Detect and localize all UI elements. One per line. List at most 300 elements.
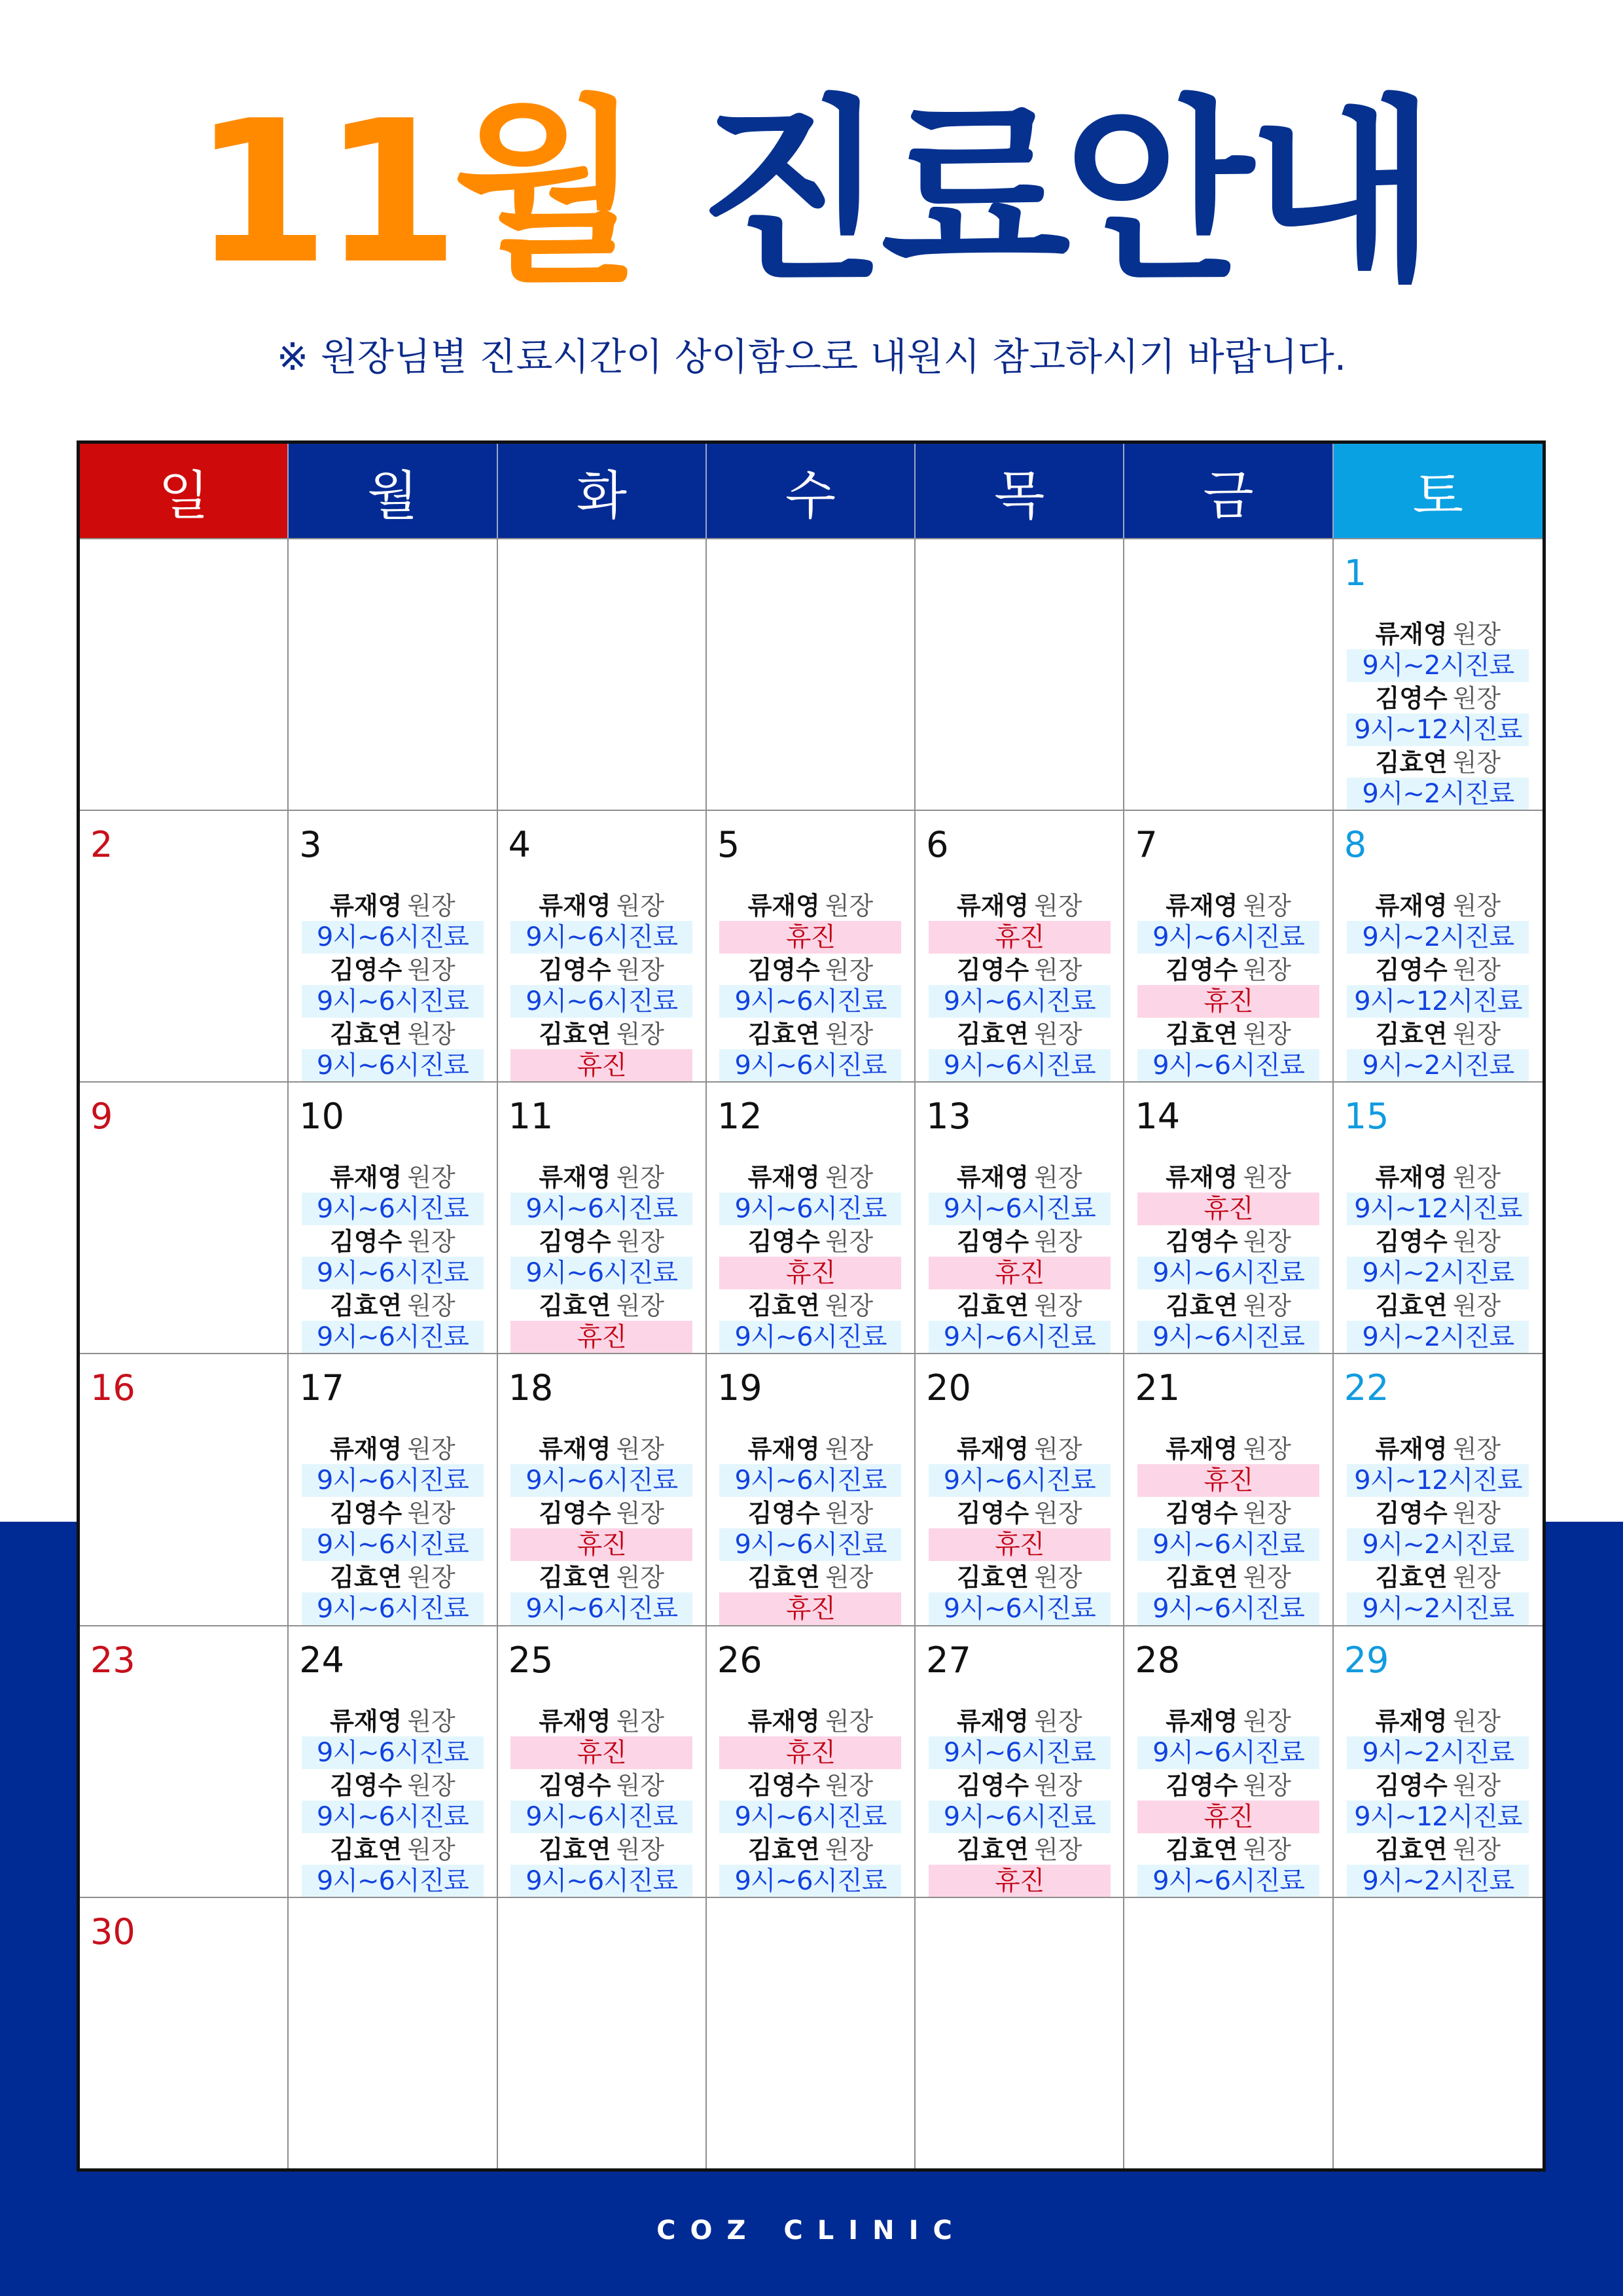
- office-hours-badge: 9시~2시진료: [1347, 1257, 1529, 1289]
- doctor-label: [1376, 1019, 1501, 1049]
- day-number: 19: [717, 1367, 762, 1409]
- office-hours-badge: 9시~6시진료: [510, 921, 692, 954]
- doctor-role: 원장: [825, 1499, 874, 1528]
- doctor-label: [1166, 1770, 1291, 1801]
- doctor-name: 김영수: [1166, 1770, 1238, 1800]
- day-number: 23: [90, 1639, 135, 1681]
- doctor-name: 류재영: [1375, 891, 1448, 921]
- doctor-schedule-list: [1334, 1162, 1543, 1353]
- day-number: 10: [299, 1096, 344, 1138]
- doctor-label: [957, 1162, 1082, 1193]
- doctor-role: 원장: [407, 1163, 455, 1193]
- doctor-role: 원장: [1243, 1770, 1291, 1800]
- doctor-name: 류재영: [1166, 891, 1238, 921]
- day-number: 14: [1135, 1096, 1181, 1138]
- office-hours-badge: 9시~6시진료: [302, 1193, 484, 1225]
- calendar-day-cell: [80, 810, 289, 1081]
- doctor-role: 원장: [1034, 1435, 1082, 1464]
- doctor-name: 김영수: [330, 1227, 402, 1257]
- doctor-role: 원장: [825, 956, 874, 985]
- doctor-name: 류재영: [747, 1435, 820, 1464]
- doctor-schedule-list: [289, 1434, 496, 1624]
- doctor-label: [748, 1019, 874, 1049]
- doctor-role: 원장: [616, 1163, 664, 1193]
- doctor-role: 원장: [407, 891, 455, 921]
- doctor-role: 원장: [407, 956, 455, 985]
- doctor-name: 류재영: [330, 1706, 402, 1736]
- day-number: 22: [1344, 1367, 1389, 1409]
- doctor-label: [330, 1706, 455, 1736]
- doctor-role: 원장: [1452, 1835, 1501, 1864]
- doctor-schedule-list: [1124, 1434, 1332, 1624]
- calendar-day-cell: [916, 810, 1124, 1081]
- doctor-name: 김효연: [747, 1563, 820, 1592]
- calendar-day-cell: [707, 1625, 916, 1897]
- day-number: 24: [299, 1639, 344, 1681]
- office-hours-badge: 9시~12시진료: [1347, 1193, 1529, 1225]
- title-month: 11월: [192, 79, 636, 307]
- office-hours-badge: 9시~6시진료: [929, 1736, 1111, 1769]
- doctor-label: [539, 1162, 664, 1193]
- doctor-role: 원장: [407, 1499, 455, 1528]
- doctor-label: [957, 955, 1082, 985]
- office-hours-badge: 9시~12시진료: [1347, 1801, 1529, 1833]
- doctor-name: 류재영: [330, 1163, 402, 1193]
- doctor-role: 원장: [616, 1835, 664, 1864]
- calendar-day-cell: [80, 1625, 289, 1897]
- doctor-role: 원장: [407, 1706, 455, 1736]
- office-hours-badge: 9시~6시진료: [1137, 1257, 1319, 1289]
- doctor-label: [330, 1291, 455, 1321]
- day-number: 2: [90, 824, 113, 866]
- doctor-label: [330, 1019, 455, 1049]
- office-hours-badge: 9시~6시진료: [719, 985, 901, 1018]
- doctor-label: [1376, 891, 1501, 921]
- doctor-role: 원장: [1243, 1706, 1291, 1736]
- doctor-role: 원장: [1243, 956, 1291, 985]
- doctor-label: [330, 1770, 455, 1801]
- office-hours-badge: 9시~6시진료: [510, 1464, 692, 1497]
- office-hours-badge: 9시~6시진료: [929, 1801, 1111, 1833]
- doctor-schedule-list: [498, 891, 705, 1081]
- doctor-label: [539, 1498, 664, 1528]
- doctor-label: [1166, 1291, 1291, 1321]
- doctor-role: 원장: [825, 1163, 874, 1193]
- calendar-day-cell: [80, 1081, 289, 1353]
- closed-badge: 휴진: [719, 1592, 901, 1624]
- calendar-day-cell: [289, 1897, 497, 2168]
- page-title: [0, 79, 1623, 307]
- doctor-name: 김효연: [957, 1291, 1029, 1321]
- office-hours-badge: 9시~6시진료: [1137, 1049, 1319, 1081]
- office-hours-badge: 9시~6시진료: [1137, 921, 1319, 954]
- office-hours-badge: 9시~6시진료: [719, 1464, 901, 1497]
- office-hours-badge: 9시~6시진료: [302, 1049, 484, 1081]
- doctor-schedule-list: [498, 1434, 705, 1624]
- day-number: 8: [1344, 824, 1367, 866]
- doctor-schedule-list: [916, 891, 1123, 1081]
- closed-badge: 휴진: [1137, 985, 1319, 1018]
- doctor-label: [1166, 1706, 1291, 1736]
- calendar-day-cell: [1334, 1625, 1543, 1897]
- office-hours-badge: 9시~2시진료: [1347, 778, 1529, 810]
- doctor-name: 류재영: [747, 1163, 820, 1193]
- doctor-name: 류재영: [957, 891, 1029, 921]
- closed-badge: 휴진: [510, 1736, 692, 1769]
- calendar-day-cell: [1124, 1081, 1333, 1353]
- doctor-label: [748, 1562, 874, 1592]
- doctor-name: 류재영: [1166, 1706, 1238, 1736]
- doctor-role: 원장: [407, 1770, 455, 1800]
- closed-badge: 휴진: [719, 921, 901, 954]
- doctor-name: 류재영: [1375, 1435, 1448, 1464]
- doctor-label: [1166, 1498, 1291, 1528]
- title-main: 진료안내: [698, 79, 1431, 307]
- doctor-name: 김효연: [1375, 1563, 1448, 1592]
- office-hours-badge: 9시~6시진료: [510, 1592, 692, 1624]
- office-hours-badge: 9시~2시진료: [1347, 1321, 1529, 1353]
- doctor-name: 김효연: [1166, 1291, 1238, 1321]
- calendar-day-cell: [707, 538, 916, 810]
- doctor-role: 원장: [825, 891, 874, 921]
- doctor-role: 원장: [1452, 748, 1501, 777]
- weekday-header-sun: 일: [80, 444, 289, 538]
- schedule-calendar: [77, 440, 1546, 2172]
- office-hours-badge: 9시~6시진료: [929, 1592, 1111, 1624]
- doctor-name: 김효연: [1375, 1291, 1448, 1321]
- doctor-schedule-list: [916, 1706, 1123, 1897]
- doctor-name: 김영수: [1375, 1227, 1448, 1257]
- doctor-role: 원장: [616, 1435, 664, 1464]
- doctor-name: 김영수: [330, 1499, 402, 1528]
- doctor-name: 김효연: [539, 1835, 611, 1864]
- doctor-name: 김영수: [1166, 1499, 1238, 1528]
- doctor-role: 원장: [825, 1706, 874, 1736]
- doctor-name: 김효연: [1375, 1835, 1448, 1864]
- doctor-name: 김효연: [957, 1563, 1029, 1592]
- closed-badge: 휴진: [1137, 1193, 1319, 1225]
- doctor-schedule-list: [1124, 1706, 1332, 1897]
- doctor-label: [748, 1835, 874, 1865]
- doctor-label: [1166, 955, 1291, 985]
- doctor-schedule-list: [916, 1434, 1123, 1624]
- doctor-label: [1166, 891, 1291, 921]
- office-hours-badge: 9시~6시진료: [929, 1464, 1111, 1497]
- doctor-role: 원장: [1243, 891, 1291, 921]
- doctor-role: 원장: [407, 1020, 455, 1049]
- doctor-role: 원장: [825, 1020, 874, 1049]
- doctor-label: [748, 1162, 874, 1193]
- calendar-day-cell: [1334, 538, 1543, 810]
- doctor-role: 원장: [1452, 1706, 1501, 1736]
- day-number: 12: [717, 1096, 762, 1138]
- doctor-schedule-list: [1334, 1706, 1543, 1897]
- day-number: 4: [508, 824, 531, 866]
- weekday-header-sat: 토: [1334, 444, 1543, 538]
- day-number: 21: [1135, 1367, 1181, 1409]
- day-number: 27: [926, 1639, 971, 1681]
- doctor-name: 김효연: [539, 1020, 611, 1049]
- doctor-label: [539, 891, 664, 921]
- office-hours-badge: 9시~6시진료: [929, 1321, 1111, 1353]
- doctor-label: [539, 1227, 664, 1257]
- doctor-name: 류재영: [1166, 1435, 1238, 1464]
- doctor-label: [1376, 1835, 1501, 1865]
- doctor-label: [748, 1498, 874, 1528]
- day-number: 29: [1344, 1639, 1389, 1681]
- calendar-day-cell: [80, 1897, 289, 2168]
- doctor-schedule-list: [1334, 1434, 1543, 1624]
- office-hours-badge: 9시~6시진료: [929, 985, 1111, 1018]
- calendar-day-cell: [1334, 1353, 1543, 1624]
- office-hours-badge: 9시~6시진료: [302, 1592, 484, 1624]
- doctor-label: [748, 1227, 874, 1257]
- calendar-day-cell: [707, 1353, 916, 1624]
- doctor-role: 원장: [616, 1227, 664, 1257]
- doctor-name: 김효연: [1375, 748, 1448, 777]
- doctor-role: 원장: [1452, 620, 1501, 649]
- doctor-name: 김영수: [539, 956, 611, 985]
- closed-badge: 휴진: [1137, 1801, 1319, 1833]
- doctor-label: [539, 1562, 664, 1592]
- weekday-header-tue: 화: [498, 444, 707, 538]
- day-number: 28: [1135, 1639, 1181, 1681]
- doctor-name: 류재영: [747, 1706, 820, 1736]
- calendar-day-cell: [80, 538, 289, 810]
- closed-badge: 휴진: [719, 1257, 901, 1289]
- doctor-label: [1376, 955, 1501, 985]
- calendar-day-cell: [289, 1625, 497, 1897]
- doctor-role: 원장: [1034, 1291, 1082, 1321]
- day-number: 30: [90, 1910, 135, 1952]
- clinic-brand: COZ CLINIC: [656, 2215, 967, 2246]
- day-number: 16: [90, 1367, 135, 1409]
- doctor-role: 원장: [616, 956, 664, 985]
- doctor-label: [1166, 1434, 1291, 1464]
- office-hours-badge: 9시~6시진료: [719, 1865, 901, 1897]
- office-hours-badge: 9시~6시진료: [302, 1865, 484, 1897]
- doctor-name: 류재영: [957, 1706, 1029, 1736]
- doctor-label: [1376, 1291, 1501, 1321]
- doctor-label: [957, 1562, 1082, 1592]
- doctor-name: 김영수: [957, 1499, 1029, 1528]
- calendar-day-cell: [1124, 538, 1333, 810]
- office-hours-badge: 9시~2시진료: [1347, 1528, 1529, 1561]
- doctor-name: 김영수: [957, 1227, 1029, 1257]
- weekday-header-fri: 금: [1124, 444, 1333, 538]
- calendar-day-cell: [707, 810, 916, 1081]
- doctor-name: 김효연: [1375, 1020, 1448, 1049]
- doctor-role: 원장: [616, 891, 664, 921]
- doctor-role: 원장: [1243, 1020, 1291, 1049]
- calendar-day-cell: [289, 538, 497, 810]
- calendar-day-cell: [707, 1081, 916, 1353]
- doctor-role: 원장: [616, 1499, 664, 1528]
- doctor-schedule-list: [1334, 619, 1543, 810]
- day-number: 17: [299, 1367, 344, 1409]
- doctor-role: 원장: [1452, 1163, 1501, 1193]
- doctor-role: 원장: [1034, 1227, 1082, 1257]
- doctor-schedule-list: [916, 1162, 1123, 1353]
- calendar-day-cell: [1124, 810, 1333, 1081]
- day-number: 18: [508, 1367, 554, 1409]
- doctor-schedule-list: [289, 891, 496, 1081]
- office-hours-badge: 9시~6시진료: [302, 1736, 484, 1769]
- doctor-name: 김영수: [539, 1770, 611, 1800]
- doctor-name: 김영수: [747, 956, 820, 985]
- doctor-name: 김영수: [1375, 956, 1448, 985]
- doctor-role: 원장: [825, 1291, 874, 1321]
- office-hours-badge: 9시~6시진료: [929, 1193, 1111, 1225]
- calendar-day-cell: [498, 1897, 707, 2168]
- doctor-name: 김영수: [330, 956, 402, 985]
- doctor-role: 원장: [1452, 956, 1501, 985]
- doctor-role: 원장: [1034, 1563, 1082, 1592]
- calendar-day-cell: [80, 1353, 289, 1624]
- doctor-label: [957, 1291, 1082, 1321]
- doctor-name: 류재영: [539, 1163, 611, 1193]
- doctor-label: [330, 1835, 455, 1865]
- calendar-day-cell: [498, 1353, 707, 1624]
- doctor-role: 원장: [1452, 684, 1501, 713]
- doctor-schedule-list: [707, 1706, 914, 1897]
- doctor-name: 김효연: [539, 1291, 611, 1321]
- office-hours-badge: 9시~6시진료: [302, 1321, 484, 1353]
- office-hours-badge: 9시~2시진료: [1347, 1049, 1529, 1081]
- doctor-label: [539, 1019, 664, 1049]
- doctor-name: 김영수: [1375, 1499, 1448, 1528]
- doctor-label: [1166, 1162, 1291, 1193]
- doctor-role: 원장: [825, 1227, 874, 1257]
- doctor-schedule-list: [707, 891, 914, 1081]
- doctor-name: 류재영: [539, 1435, 611, 1464]
- office-hours-badge: 9시~2시진료: [1347, 1865, 1529, 1897]
- calendar-day-cell: [707, 1897, 916, 2168]
- doctor-label: [539, 1434, 664, 1464]
- doctor-role: 원장: [1452, 1227, 1501, 1257]
- doctor-name: 김영수: [957, 956, 1029, 985]
- doctor-label: [1376, 683, 1501, 713]
- doctor-role: 원장: [407, 1435, 455, 1464]
- closed-badge: 휴진: [929, 1865, 1111, 1897]
- doctor-role: 원장: [1034, 1020, 1082, 1049]
- doctor-label: [1376, 1227, 1501, 1257]
- doctor-role: 원장: [1452, 1499, 1501, 1528]
- day-number: 9: [90, 1096, 113, 1138]
- day-number: 7: [1135, 824, 1158, 866]
- doctor-label: [957, 1227, 1082, 1257]
- doctor-label: [1376, 619, 1501, 649]
- doctor-name: 김영수: [747, 1770, 820, 1800]
- doctor-name: 김영수: [539, 1499, 611, 1528]
- doctor-role: 원장: [1243, 1163, 1291, 1193]
- doctor-name: 김효연: [539, 1563, 611, 1592]
- doctor-name: 류재영: [1375, 620, 1448, 649]
- doctor-label: [1376, 1434, 1501, 1464]
- doctor-role: 원장: [1243, 1835, 1291, 1864]
- doctor-role: 원장: [1452, 891, 1501, 921]
- doctor-name: 김효연: [330, 1020, 402, 1049]
- calendar-day-cell: [498, 1625, 707, 1897]
- calendar-day-cell: [289, 810, 497, 1081]
- doctor-name: 류재영: [539, 1706, 611, 1736]
- doctor-name: 류재영: [1375, 1706, 1448, 1736]
- office-hours-badge: 9시~2시진료: [1347, 649, 1529, 682]
- office-hours-badge: 9시~6시진료: [302, 985, 484, 1018]
- doctor-role: 원장: [825, 1563, 874, 1592]
- closed-badge: 휴진: [719, 1736, 901, 1769]
- doctor-label: [539, 1706, 664, 1736]
- office-hours-badge: 9시~6시진료: [510, 1257, 692, 1289]
- doctor-label: [330, 1498, 455, 1528]
- office-hours-badge: 9시~2시진료: [1347, 1592, 1529, 1624]
- office-hours-badge: 9시~6시진료: [302, 1801, 484, 1833]
- closed-badge: 휴진: [510, 1528, 692, 1561]
- doctor-label: [1376, 1706, 1501, 1736]
- doctor-name: 김효연: [747, 1291, 820, 1321]
- doctor-role: 원장: [1034, 956, 1082, 985]
- doctor-name: 김영수: [539, 1227, 611, 1257]
- doctor-name: 류재영: [747, 891, 820, 921]
- doctor-name: 김효연: [330, 1563, 402, 1592]
- doctor-role: 원장: [1243, 1227, 1291, 1257]
- office-hours-badge: 9시~6시진료: [510, 1193, 692, 1225]
- office-hours-badge: 9시~6시진료: [1137, 1528, 1319, 1561]
- doctor-schedule-list: [1334, 891, 1543, 1081]
- doctor-name: 류재영: [957, 1435, 1029, 1464]
- doctor-name: 류재영: [1375, 1163, 1448, 1193]
- calendar-day-cell: [1334, 1081, 1543, 1353]
- doctor-role: 원장: [825, 1770, 874, 1800]
- office-hours-badge: 9시~6시진료: [1137, 1592, 1319, 1624]
- doctor-name: 김효연: [747, 1835, 820, 1864]
- doctor-label: [1376, 1498, 1501, 1528]
- doctor-label: [330, 1227, 455, 1257]
- calendar-day-cell: [498, 810, 707, 1081]
- office-hours-badge: 9시~6시진료: [1137, 1321, 1319, 1353]
- day-number: 5: [717, 824, 740, 866]
- office-hours-badge: 9시~12시진료: [1347, 1464, 1529, 1497]
- doctor-name: 김영수: [1375, 684, 1448, 713]
- doctor-role: 원장: [616, 1020, 664, 1049]
- doctor-label: [748, 955, 874, 985]
- day-number: 15: [1344, 1096, 1389, 1138]
- doctor-name: 김효연: [330, 1835, 402, 1864]
- office-hours-badge: 9시~6시진료: [929, 1049, 1111, 1081]
- calendar-day-cell: [1124, 1353, 1333, 1624]
- doctor-role: 원장: [1452, 1563, 1501, 1592]
- doctor-name: 류재영: [539, 891, 611, 921]
- doctor-name: 김영수: [747, 1499, 820, 1528]
- weekday-header-mon: 월: [289, 444, 497, 538]
- doctor-name: 김영수: [1375, 1770, 1448, 1800]
- doctor-schedule-list: [1124, 891, 1332, 1081]
- doctor-label: [957, 891, 1082, 921]
- doctor-role: 원장: [407, 1291, 455, 1321]
- doctor-schedule-list: [498, 1706, 705, 1897]
- doctor-label: [748, 1706, 874, 1736]
- doctor-label: [539, 955, 664, 985]
- office-hours-badge: 9시~6시진료: [510, 985, 692, 1018]
- office-hours-badge: 9시~12시진료: [1347, 713, 1529, 746]
- weekday-header-wed: 수: [707, 444, 916, 538]
- calendar-day-cell: [1124, 1897, 1333, 2168]
- doctor-role: 원장: [616, 1563, 664, 1592]
- doctor-label: [1166, 1227, 1291, 1257]
- office-hours-badge: 9시~6시진료: [302, 1464, 484, 1497]
- doctor-schedule-list: [1124, 1162, 1332, 1353]
- day-number: 1: [1344, 552, 1367, 594]
